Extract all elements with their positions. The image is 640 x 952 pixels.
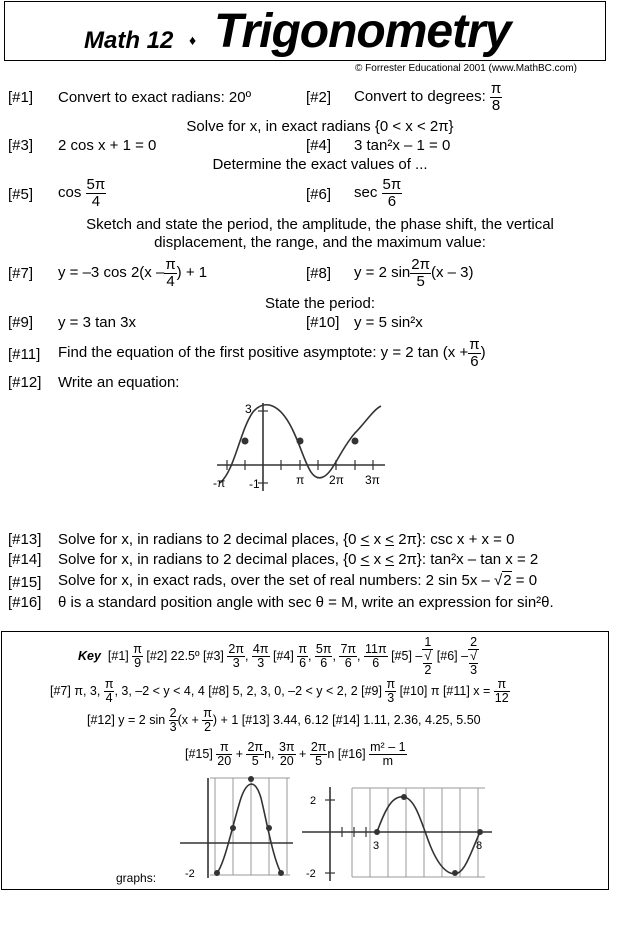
problem-11-fraction: [468, 337, 480, 370]
fraction-denominator: 6: [320, 656, 328, 671]
instruction-sketch-line-2: displacement, the range, and the maximum value:: [154, 234, 486, 251]
graph-y-bottom-label: -1: [249, 477, 260, 491]
key-row-4: [185, 741, 407, 768]
graph-point: [374, 829, 380, 835]
key-fraction: [227, 643, 245, 670]
fraction-numerator: π: [469, 336, 480, 353]
lte-symbol: <: [385, 551, 395, 568]
problem-8-number: [#8]: [306, 265, 332, 282]
key-fraction: [132, 643, 143, 670]
key-1: [#1]: [107, 648, 129, 663]
problem-2-fraction: [490, 81, 502, 114]
graph-x-label: 2π: [329, 473, 344, 487]
problem-5-prefix: cos: [58, 184, 82, 202]
fraction-denominator: 3: [257, 656, 265, 671]
fraction-numerator: 7π: [340, 642, 357, 657]
fraction-denominator: 4: [105, 691, 113, 706]
fraction-denominator: 9: [134, 656, 142, 671]
sqrt-radicand: 2: [424, 663, 432, 678]
problem-7-part-b: ) + 1: [176, 264, 208, 282]
graph-point: [214, 870, 220, 876]
key-fraction: [422, 636, 433, 677]
graph-x-label: 3π: [365, 473, 380, 487]
fraction-denominator: 12: [494, 691, 509, 706]
problem-4-text: 3 tan²x – 1 = 0: [354, 137, 451, 154]
graph-point: [401, 794, 407, 800]
key-6: [#6] –: [436, 648, 469, 663]
fraction-denominator: 3: [169, 720, 177, 735]
problem-5: [58, 177, 106, 210]
fraction-denominator: 6: [387, 192, 397, 210]
fraction-denominator: 4: [91, 192, 101, 210]
fraction-denominator: 6: [344, 656, 352, 671]
problem-16-number: [#16]: [8, 594, 42, 611]
key-fraction: [297, 643, 308, 670]
fraction-denominator: m: [382, 754, 394, 769]
problem-16-text: θ is a standard position angle with sec θ = M, write an expression for sin²θ.: [58, 594, 554, 611]
key-fraction: [315, 643, 333, 670]
fraction-numerator: 4π: [252, 642, 269, 657]
key-row-2-a: [#7] π, 3,: [50, 683, 101, 698]
problem-2-text: Convert to degrees:: [354, 88, 486, 106]
lte-symbol: <: [385, 531, 395, 548]
instruction-exact: Determine the exact values of ...: [212, 156, 428, 173]
key-2: [#2] 22.5º: [146, 648, 200, 663]
problem-2-number: [#2]: [306, 89, 332, 106]
lte-symbol: <: [360, 551, 370, 568]
key-row-3-c: ) + 1 [#13] 3.44, 6.12 [#14] 1.11, 2.36, 4.25, 5.50: [212, 712, 481, 727]
key-fraction: [216, 741, 232, 768]
problem-15-part-a: Solve for x, in exact rads, over the set of real numbers: 2 sin 5x –: [58, 572, 490, 589]
page-title: Trigonometry: [214, 5, 511, 58]
problem-14-part-b: x: [369, 551, 386, 568]
key-row-1: Key [#1] $\frac{\pi}{9}$ [#2] 22.5º [#3] $\frac{2\pi}{3}$ , $\frac{4\pi}{3}$ [#4] $\frac{\pi}{6}$ , $\frac{5\pi}{6}$ , $\frac{7\pi}{6}$ , $\frac{11\pi}{6}$ [#5] – 1 √ 2 [#6] – 2 √ 3: [78, 635, 478, 678]
key-fraction: [278, 741, 296, 768]
key-row-3-b: (x +: [177, 712, 199, 727]
problem-7-fraction: [164, 257, 176, 290]
problem-3-text: 2 cos x + 1 = 0: [58, 137, 157, 154]
problem-12-text: Write an equation:: [58, 374, 180, 391]
problem-6-prefix: sec: [354, 184, 378, 202]
curve: [377, 797, 483, 874]
key-row-3: [87, 707, 481, 734]
problem-14: [58, 552, 538, 567]
graph-x-label: 8: [476, 840, 483, 852]
graphs-label: graphs:: [116, 871, 157, 885]
graph-x-label: -π: [213, 476, 226, 490]
instruction-solve: Solve for x, in exact radians {0 < x < 2π}: [186, 118, 454, 135]
key-row-3-a: [#12] y = 2 sin: [87, 712, 166, 727]
problem-5-fraction: [86, 177, 107, 210]
sqrt-radicand: 3: [470, 663, 478, 678]
graph-x-label: 3: [373, 840, 380, 852]
fraction-numerator: 5π: [315, 642, 332, 657]
copyright: © Forrester Educational 2001 (www.MathBC.com): [355, 63, 577, 74]
problem-4-number: [#4]: [306, 137, 332, 154]
problem-9-number: [#9]: [8, 314, 34, 331]
key-graph-7: [175, 773, 295, 883]
graph-point: [266, 825, 272, 831]
problem-5-number: [#5]: [8, 186, 34, 203]
key-16: n [#16]: [327, 746, 366, 761]
problem-11: [58, 337, 486, 370]
key-row-2-b: , 3, –2 < y < 4, 4 [#8] 5, 2, 3, 0, –2 < y < 2, 2 [#9]: [114, 683, 382, 698]
problem-6-fraction: [382, 177, 403, 210]
fraction-denominator: √ 2: [424, 649, 432, 678]
graph-point: [230, 825, 236, 831]
fraction-denominator: 20: [217, 754, 232, 769]
problem-13-part-c: 2π}: csc x + x = 0: [394, 531, 515, 548]
problem-10-number: [#10]: [306, 314, 340, 331]
fraction-numerator: π: [133, 642, 142, 657]
problem-13: [58, 532, 514, 547]
fraction-numerator: 2π: [247, 740, 264, 754]
key-fraction: [494, 678, 510, 705]
problem-7-number: [#7]: [8, 265, 34, 282]
diamond-icon: ♦: [189, 32, 197, 48]
problem-9-text: y = 3 tan 3x: [58, 314, 136, 331]
problem-15-number: [#15]: [8, 574, 42, 591]
fraction-numerator: 2: [169, 706, 177, 720]
fraction-numerator: π: [203, 706, 212, 720]
problem-14-part-a: Solve for x, in radians to 2 decimal places, {0: [58, 551, 361, 568]
fraction-numerator: 5π: [382, 176, 402, 193]
fraction-denominator: 2: [204, 720, 212, 735]
problem-7: [58, 257, 207, 290]
problem-13-number: [#13]: [8, 531, 42, 548]
problem-1-number: [#1]: [8, 89, 34, 106]
fraction-numerator: 2π: [310, 740, 327, 754]
problem-8: [354, 257, 474, 290]
problem-7-part-a: y = –3 cos 2(x –: [58, 264, 165, 282]
fraction-numerator: m² – 1: [370, 740, 406, 754]
key-3: [#3]: [203, 648, 224, 663]
plus-sign: +: [235, 746, 243, 761]
problem-10-text: y = 5 sin²x: [354, 314, 423, 331]
key-fraction: [369, 741, 406, 768]
fraction-numerator: π: [165, 256, 176, 273]
sqrt-radicand: 2: [503, 572, 512, 589]
fraction-numerator: 2π: [411, 256, 430, 273]
fraction-numerator: 2: [470, 635, 478, 649]
fraction-numerator: 2π: [228, 642, 244, 657]
key-fraction: [202, 707, 213, 734]
graph-point: [248, 776, 254, 782]
problem-15-part-b: = 0: [515, 572, 538, 589]
instruction-period: State the period:: [264, 295, 376, 312]
key-15: [#15]: [185, 746, 213, 761]
problem-2: [354, 81, 502, 114]
problem-14-number: [#14]: [8, 551, 42, 568]
fraction-numerator: 5π: [86, 176, 106, 193]
plus-sign: +: [299, 746, 307, 761]
key-15-n: n,: [264, 746, 275, 761]
fraction-numerator: π: [490, 80, 502, 97]
fraction-denominator: 5: [416, 272, 425, 290]
fraction-denominator: 3: [387, 691, 395, 706]
problem-12-number: [#12]: [8, 374, 42, 391]
fraction-denominator: 6: [470, 352, 479, 370]
fraction-denominator: 20: [279, 754, 294, 769]
problem-3-number: [#3]: [8, 137, 34, 154]
problem-13-part-b: x: [369, 531, 386, 548]
key-5: [#5] –: [391, 648, 423, 663]
fraction-denominator: 3: [232, 656, 240, 671]
problem-8-fraction: [410, 257, 431, 290]
graph-y-label: -2: [306, 868, 316, 880]
fraction-denominator: 8: [491, 96, 501, 114]
fraction-numerator: π: [104, 677, 114, 691]
key-fraction: [364, 643, 388, 670]
fraction-numerator: π: [216, 741, 232, 755]
key-label: Key: [78, 648, 101, 663]
graph-point: [297, 438, 304, 445]
fraction-denominator: 6: [299, 656, 307, 671]
graph-point: [352, 438, 359, 445]
problem-8-part-a: y = 2 sin: [354, 264, 411, 282]
problem-6-number: [#6]: [306, 186, 332, 203]
fraction-numerator: π: [494, 678, 510, 692]
problem-11-part-b: ): [480, 344, 486, 362]
graph-y-label: 2: [310, 795, 317, 807]
problem-1-text: Convert to exact radians: 20º: [58, 89, 252, 106]
problem-13-part-a: Solve for x, in radians to 2 decimal places, {0: [58, 531, 361, 548]
problem-11-number: [#11]: [8, 346, 41, 363]
graph-y-label: -2: [185, 868, 195, 880]
graph-x-label: π: [296, 473, 305, 487]
key-fraction: [104, 678, 115, 705]
fraction-denominator: 5: [251, 754, 259, 769]
fraction-denominator: √ 3: [470, 649, 478, 678]
key-row-2: [50, 678, 510, 705]
graph-y-top-label: 3: [245, 402, 252, 416]
key-fraction: [385, 678, 396, 705]
problem-15: Solve for x, in exact rads, over the set of real numbers: 2 sin 5x – √2 = 0: [58, 572, 538, 589]
key-fraction: [252, 643, 270, 670]
graph-point: [242, 438, 249, 445]
key-fraction: [246, 741, 264, 768]
graph-point: [477, 829, 483, 835]
problem-12-graph: [205, 395, 395, 495]
problem-14-part-c: 2π}: tan²x – tan x = 2: [394, 551, 539, 568]
key-fraction: [310, 741, 328, 768]
instruction-sketch-line-1: Sketch and state the period, the amplitude, the phase shift, the vertical: [86, 216, 554, 233]
key-fraction: [169, 707, 178, 734]
fraction-numerator: 3π: [278, 740, 295, 754]
math-label: Math 12: [84, 27, 174, 54]
fraction-numerator: 1: [424, 635, 432, 649]
key-graph-8: [300, 785, 495, 885]
fraction-denominator: 5: [315, 754, 323, 769]
lte-symbol: <: [360, 531, 370, 548]
problem-11-part-a: Find the equation of the first positive asymptote: y = 2 tan (x +: [58, 344, 469, 362]
fraction-denominator: 4: [166, 272, 175, 290]
fraction-numerator: π: [298, 642, 307, 657]
key-row-2-c: [#10] π [#11] x =: [396, 683, 491, 698]
fraction-numerator: π: [386, 677, 396, 691]
fraction-numerator: 11π: [364, 642, 387, 657]
graph-point: [278, 870, 284, 876]
key-fraction: [468, 636, 479, 677]
problem-8-part-b: (x – 3): [430, 264, 474, 282]
key-fraction: [339, 643, 357, 670]
key-4: [#4]: [272, 648, 294, 663]
fraction-denominator: 6: [372, 656, 380, 671]
graph-point: [452, 870, 458, 876]
problem-6: [354, 177, 402, 210]
